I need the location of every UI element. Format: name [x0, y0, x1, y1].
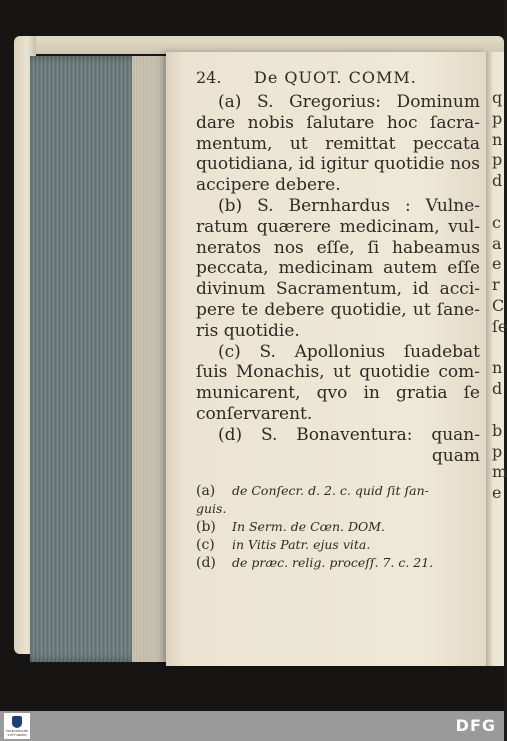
footnote-mark: (d) — [196, 555, 216, 572]
text-line: (c) S. Apollonius ſuadebat — [218, 341, 480, 362]
next-page-fragment: p — [492, 150, 503, 170]
next-page-fragment: a — [492, 233, 502, 253]
text-line: (d) S. Bonaventura: quan- — [218, 424, 480, 445]
next-page-fragment: m — [492, 462, 507, 482]
footnote-text: In Serm. de Cœn. DOM. — [232, 519, 386, 535]
text-line: ris quotidie. — [196, 320, 300, 341]
footnote — [196, 518, 480, 536]
next-page-fragment: q — [492, 88, 503, 107]
footnote-text: de Conſecr. d. 2. c. quid ſit ſan- — [232, 483, 429, 499]
text-line: (b) S. Bernhardus : Vulne- — [218, 195, 480, 216]
text-line: quotidiana, id igitur quotidie nos — [196, 154, 480, 175]
text-line: quam — [431, 445, 480, 466]
next-page-fragment: e — [492, 254, 502, 274]
next-page-fragment: d — [492, 171, 503, 191]
text-line: accipere debere. — [196, 175, 341, 196]
next-page-fragment: p — [492, 108, 503, 128]
body-paragraphs — [196, 92, 480, 466]
paragraph — [196, 196, 480, 342]
crest-icon — [12, 716, 22, 728]
footnote-mark: (c) — [196, 537, 215, 554]
text-line: municarent, qvo in gratia ſe — [196, 383, 480, 404]
next-page-fragment: p — [492, 441, 503, 461]
footnote — [196, 554, 480, 572]
paragraph — [196, 425, 480, 467]
text-line: neratos nos eſſe, ſi habeamus — [196, 237, 480, 258]
next-page-fragment: n — [492, 129, 503, 149]
franckesche-stiftungen-logo[interactable] — [4, 713, 30, 739]
next-page-fragment: C — [492, 296, 505, 315]
next-page-fragment: ſe — [492, 316, 507, 336]
text-line: divinum Sacramentum, id acci- — [196, 279, 480, 300]
text-line: ſuis Monachis, ut quotidie com- — [196, 362, 480, 383]
page-header — [196, 68, 480, 92]
next-page-fragment: r — [492, 275, 500, 295]
footnote-mark: (a) — [196, 483, 216, 500]
next-page-fragment: c — [492, 212, 501, 232]
text-line: (a) S. Gregorius: Dominum — [218, 92, 480, 112]
running-title: De QUOT. COMM. — [254, 68, 417, 87]
next-page-fragment: e — [492, 483, 502, 503]
page-block-light-edges — [132, 56, 168, 662]
next-page-edge — [486, 52, 507, 666]
text-line: pere te debere quotidie, ut ſane- — [196, 299, 480, 320]
logo-caption: FRANCKESCHE STIFTUNGEN — [5, 729, 29, 737]
paragraph — [196, 92, 480, 196]
footnote-text-continued: guis. — [196, 501, 227, 517]
dfg-logo[interactable]: DFG — [455, 716, 496, 735]
text-line: ratum quærere medicinam, vul- — [196, 216, 480, 237]
paragraph — [196, 342, 480, 425]
footnote — [196, 536, 480, 554]
next-page-fragment: d — [492, 379, 503, 399]
text-line: conſervarent. — [196, 403, 313, 424]
page-text — [196, 68, 480, 572]
footnotes — [196, 482, 480, 572]
page-number: 24. — [196, 68, 222, 87]
text-line: dare nobis ſalutare hoc ſacra- — [196, 112, 480, 133]
footnote-text: in Vitis Patr. ejus vita. — [232, 537, 371, 553]
footnote-text: de præc. relig. proceſſ. 7. c. 21. — [232, 555, 434, 571]
next-page-fragment: b — [492, 420, 503, 440]
next-page-fragment: n — [492, 358, 503, 378]
viewer-footer-bar — [0, 711, 504, 741]
footnote — [196, 482, 480, 518]
footnote-mark: (b) — [196, 519, 216, 536]
text-line: mentum, ut remittat peccata — [196, 133, 480, 154]
text-line: peccata, medicinam autem eſſe — [196, 258, 480, 279]
